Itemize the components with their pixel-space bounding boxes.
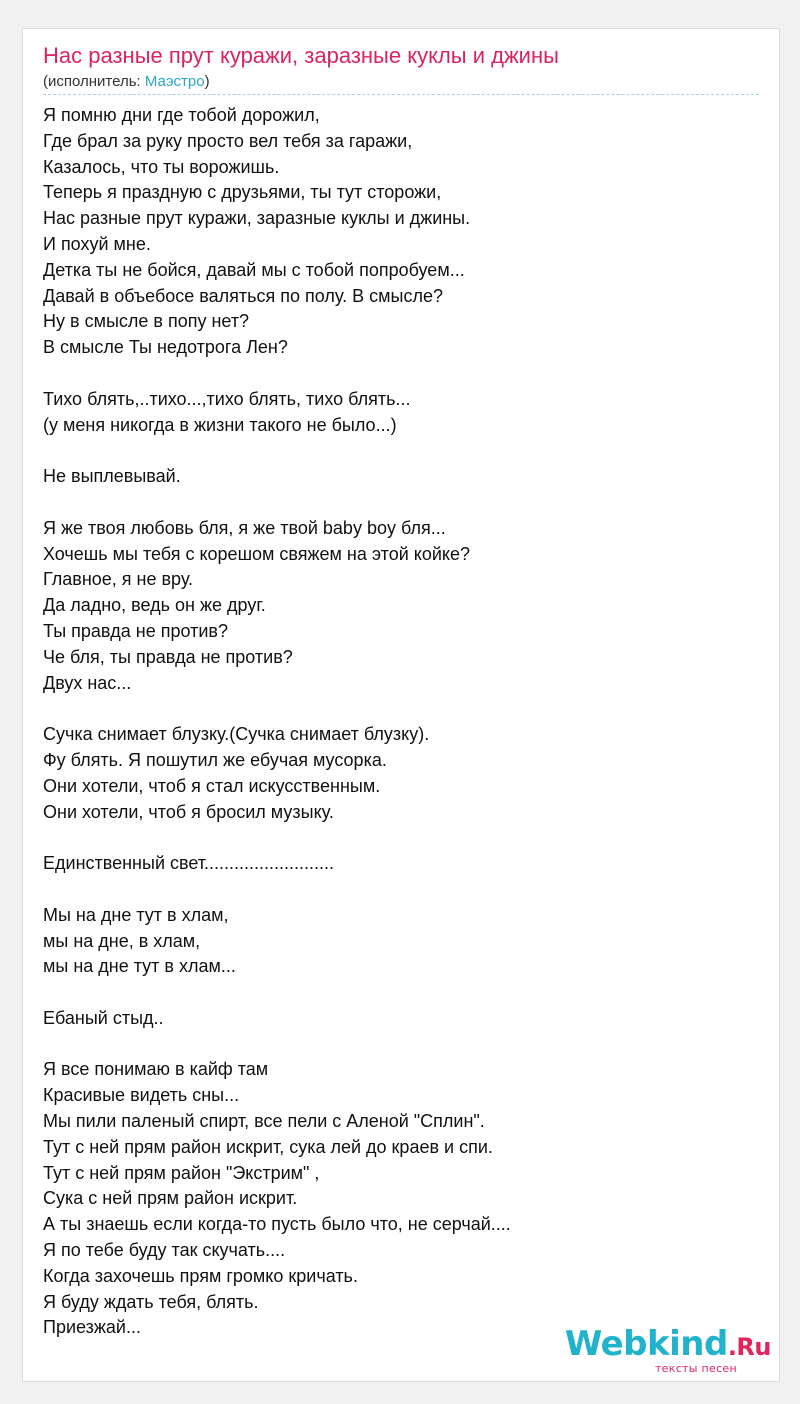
lyric-line: Ну в смысле в попу нет? <box>43 311 250 332</box>
logo-name: Webkind <box>564 1324 728 1364</box>
lyric-line: Я помню дни где тобой дорожил, <box>43 105 320 125</box>
logo-tagline: тексты песен <box>654 1362 737 1375</box>
lyric-line: Детка ты не бойся, давай мы с тобой попробуем... <box>43 259 465 280</box>
lyric-line: Нас разные прут куражи, заразные куклы и джины. <box>43 208 471 229</box>
lyric-line: Тут с ней прям район искрит, сука лей до краев и спи. <box>43 1136 493 1157</box>
logo-tld: .Ru <box>727 1333 771 1361</box>
lyric-line: Теперь я праздную с друзьями, ты тут сторожи, <box>43 182 442 203</box>
lyric-line <box>43 696 511 722</box>
lyric-line: Ебаный стыд.. <box>43 1007 164 1028</box>
artist-suffix: ) <box>204 73 210 90</box>
lyric-line: (у меня никогда в жизни такого не было...) <box>43 414 397 435</box>
lyric-line: Главное, я не вру. <box>43 569 194 590</box>
lyric-line: Че бля, ты правда не против? <box>43 646 293 667</box>
song-title: Нас разные прут куражи, заразные куклы и джины <box>43 43 559 68</box>
lyric-line: Приезжай... <box>43 1317 141 1338</box>
lyric-line <box>43 825 511 851</box>
lyric-line <box>43 438 511 464</box>
lyric-line: И похуй мне. <box>43 233 151 254</box>
lyric-line: Они хотели, чтоб я стал искусственным. <box>43 775 381 796</box>
artist-link[interactable]: Маэстро <box>144 73 205 90</box>
lyric-line: Фу блять. Я пошутил же ебучая мусорка. <box>43 749 387 770</box>
lyric-line: мы на дне, в хлам, <box>43 930 201 951</box>
lyrics-card <box>22 28 780 1382</box>
lyric-line: мы на дне тут в хлам... <box>43 956 236 977</box>
lyric-line: Мы пили паленый спирт, все пели с Аленой "Сплин". <box>43 1111 485 1132</box>
lyric-line: Тут с ней прям район "Экстрим" , <box>43 1162 320 1183</box>
lyric-line <box>43 490 511 516</box>
lyric-line: Сука с ней прям район искрит. <box>43 1188 298 1209</box>
lyric-line: А ты знаешь если когда-то пусть было что, не серчай.... <box>43 1214 511 1235</box>
lyric-line: Я все понимаю в кайф там <box>43 1059 269 1080</box>
lyric-line: Я по тебе буду так скучать.... <box>43 1240 286 1261</box>
site-logo[interactable] <box>564 1324 771 1375</box>
lyric-line: В смысле Ты недотрога Лен? <box>43 337 288 358</box>
lyric-line <box>43 877 511 903</box>
lyric-line: Единственный свет.......................... <box>43 853 335 874</box>
lyric-line: Я буду ждать тебя, блять. <box>43 1291 259 1312</box>
lyric-line: Двух нас... <box>43 672 132 693</box>
lyric-line: Не выплевывай. <box>43 466 181 487</box>
lyric-line: Давай в объебосе валяться по полу. В смысле? <box>43 285 443 306</box>
lyric-line: Хочешь мы тебя с корешом свяжем на этой койке? <box>43 543 471 564</box>
lyric-line: Тихо блять,..тихо...,тихо блять, тихо блять... <box>43 388 411 409</box>
lyric-line: Ты правда не против? <box>43 620 228 641</box>
lyric-line: Когда захочешь прям громко кричать. <box>43 1265 358 1286</box>
lyric-line: Красивые видеть сны... <box>43 1085 240 1106</box>
lyric-line <box>43 980 511 1006</box>
lyric-line: Сучка снимает блузку.(Сучка снимает блузку). <box>43 724 430 745</box>
lyric-line: Да ладно, ведь он же друг. <box>43 595 266 616</box>
lyric-line: Мы на дне тут в хлам, <box>43 904 229 925</box>
artist-line <box>43 73 210 90</box>
lyric-line: Они хотели, чтоб я бросил музыку. <box>43 801 334 822</box>
lyric-line: Я же твоя любовь бля, я же твой baby boy бля... <box>43 517 446 538</box>
lyric-line <box>43 361 511 387</box>
lyrics-text <box>43 103 511 1341</box>
lyric-line: Где брал за руку просто вел тебя за гаражи, <box>43 130 413 151</box>
lyric-line <box>43 1032 511 1058</box>
lyric-line: Казалось, что ты ворожишь. <box>43 156 280 177</box>
artist-prefix: (исполнитель: <box>43 73 145 90</box>
title-divider <box>43 94 759 95</box>
